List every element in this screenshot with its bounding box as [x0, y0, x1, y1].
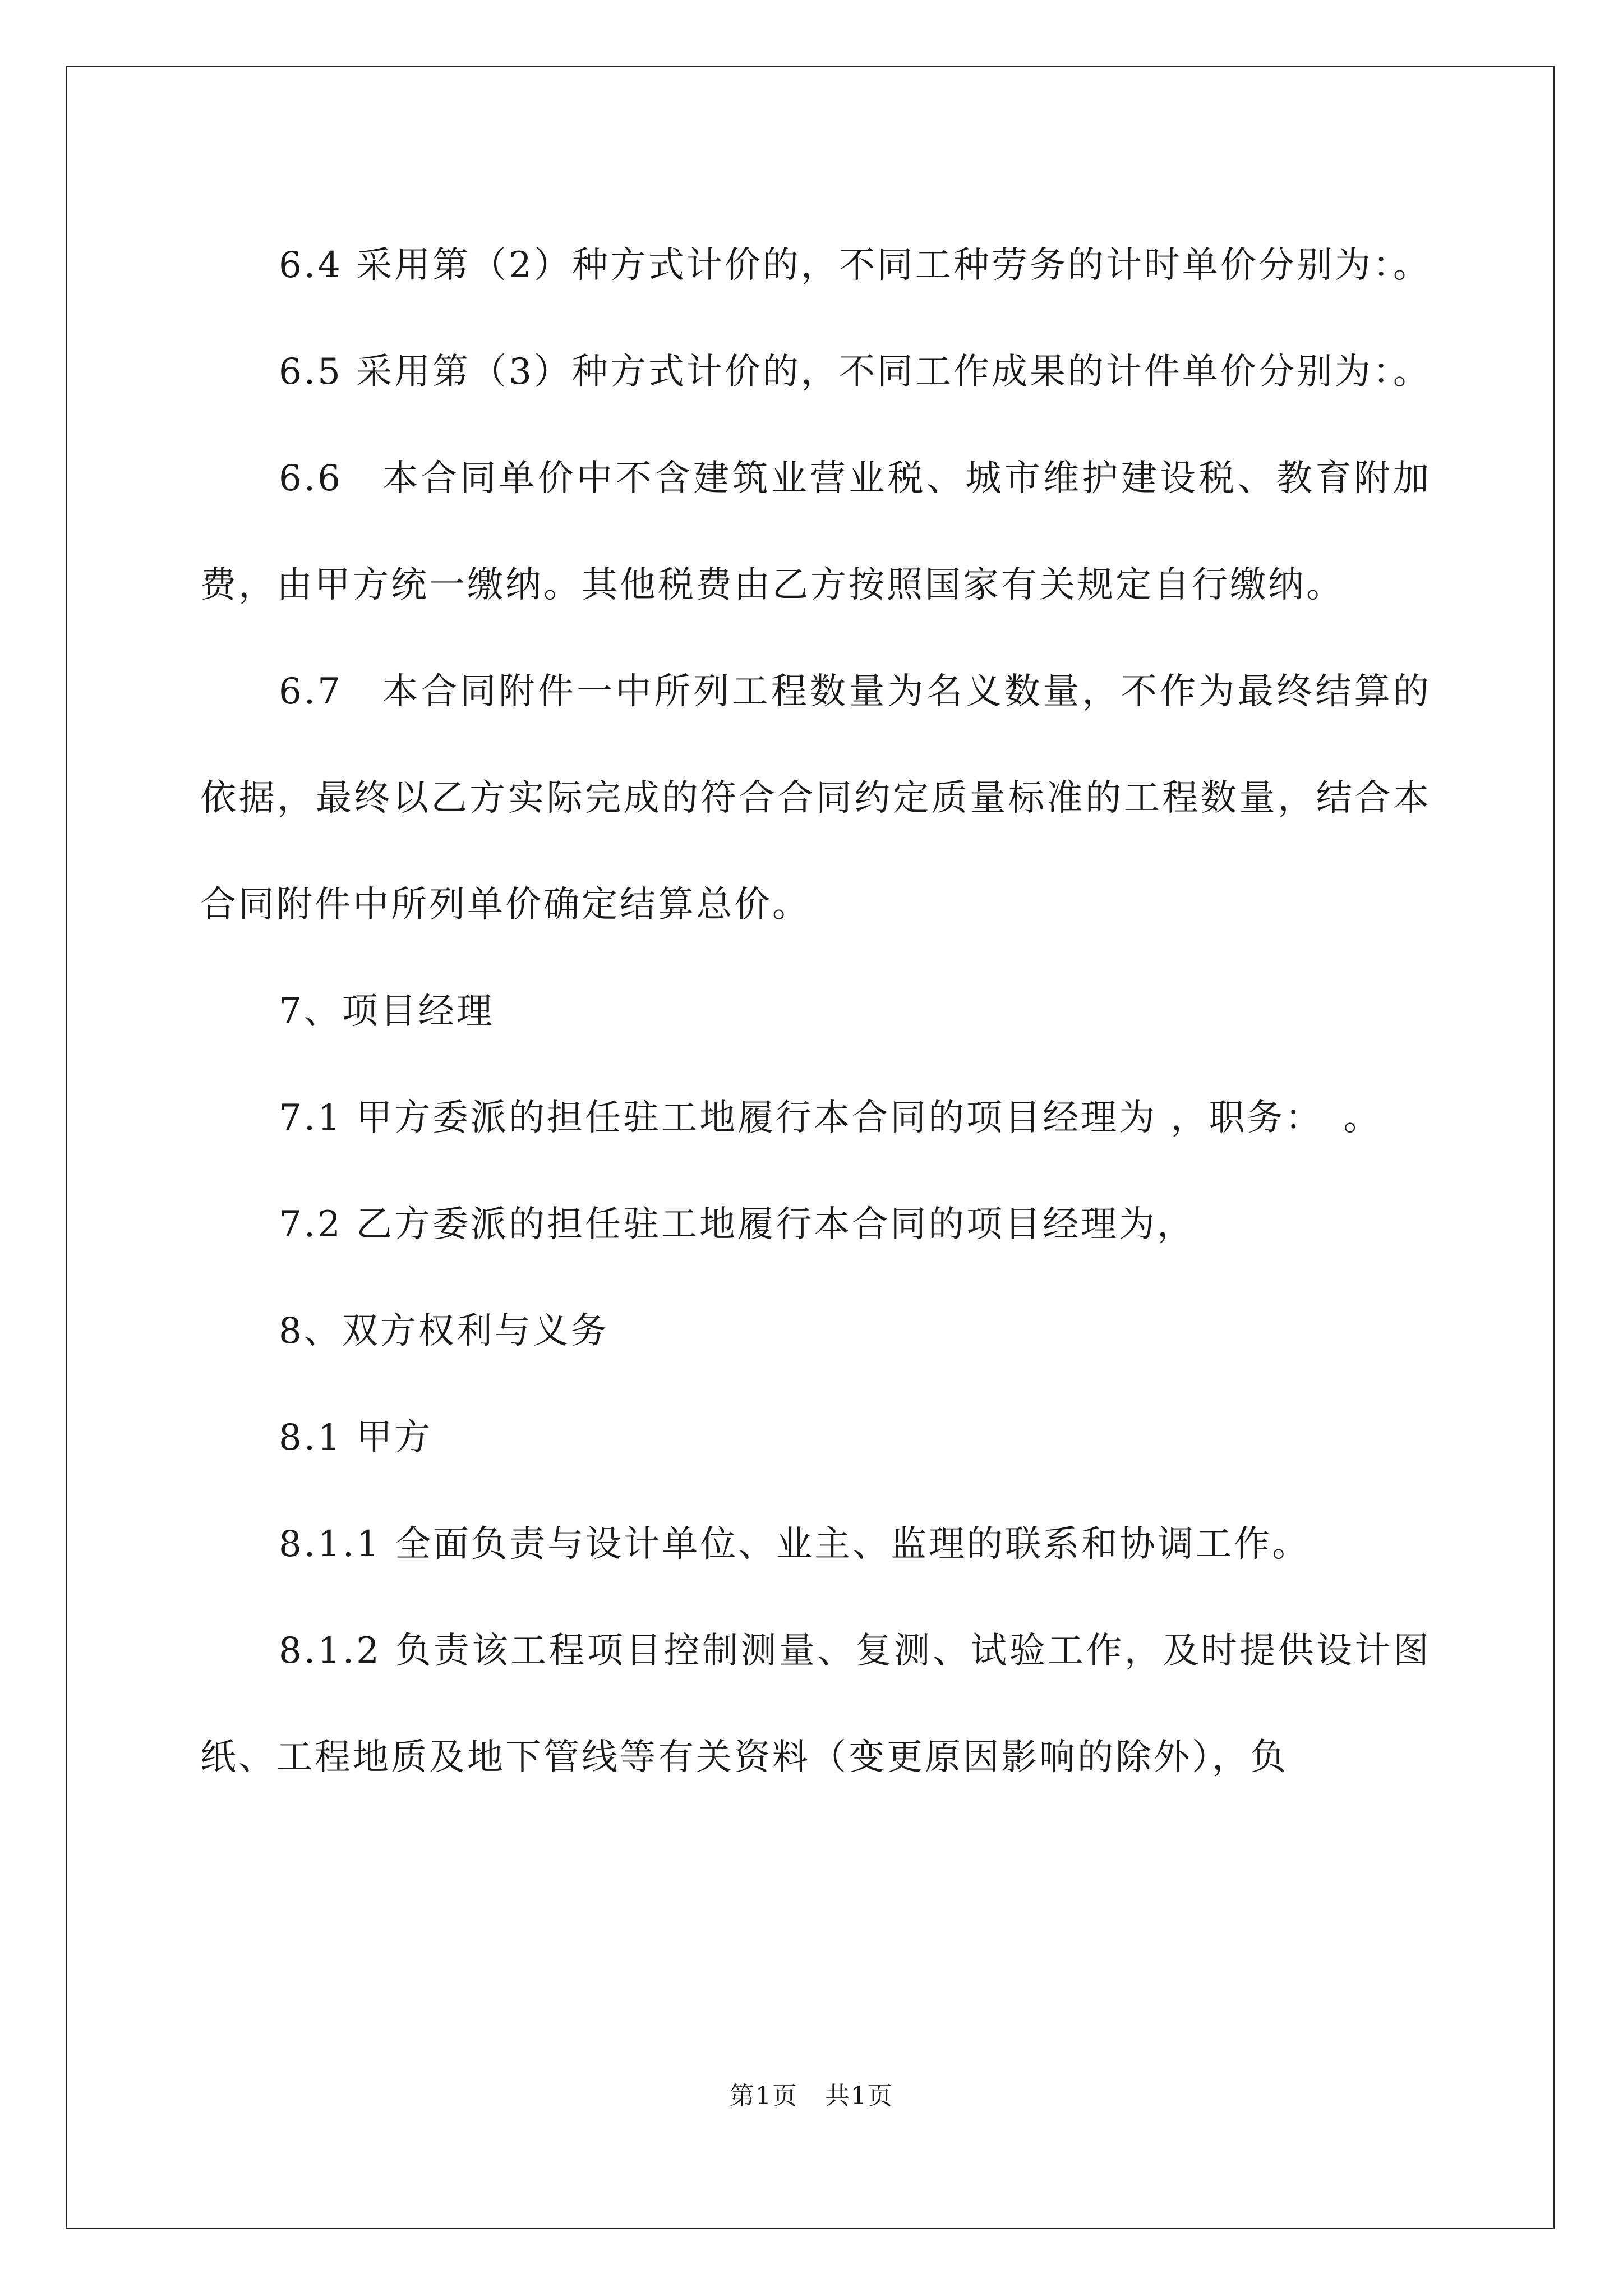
paragraph-8-1-1: 8.1.1 全面负责与设计单位、业主、监理的联系和协调工作。	[279, 1524, 1311, 1565]
paragraph-8-1: 8.1 甲方	[279, 1417, 433, 1458]
paragraph-7-2: 7.2 乙方委派的担任驻工地履行本合同的项目经理为，	[279, 1204, 1196, 1245]
paragraph-7-1: 7.1 甲方委派的担任驻工地履行本合同的项目经理为 ，职务： 。	[279, 1097, 1382, 1139]
page-number-current: 第1页	[730, 2082, 798, 2110]
section-heading-7: 7、项目经理	[279, 991, 495, 1032]
section-heading-8: 8、双方权利与义务	[279, 1310, 609, 1352]
paragraph-6-5: 6.5 采用第（3）种方式计价的，不同工作成果的计件单价分别为：。	[279, 351, 1431, 393]
paragraph-6-6: 6.6 本合同单价中不含建筑业营业税、城市维护建设税、教育附加费，由甲方统一缴纳。其他税费由乙方按照国家有关规定自行缴纳。	[200, 458, 1431, 606]
document-body	[200, 212, 1431, 1811]
page-footer	[0, 2076, 1623, 2111]
paragraph-6-7: 6.7 本合同附件一中所列工程数量为名义数量，不作为最终结算的依据，最终以乙方实际完成的符合合同约定质量标准的工程数量，结合本合同附件中所列单价确定结算总价。	[200, 671, 1431, 926]
paragraph-6-4: 6.4 采用第（2）种方式计价的，不同工种劳务的计时单价分别为：。	[279, 245, 1431, 286]
paragraph-8-1-2: 8.1.2 负责该工程项目控制测量、复测、试验工作，及时提供设计图纸、工程地质及地下管线等有关资料（变更原因影响的除外），负	[200, 1630, 1431, 1778]
page-number-total: 共1页	[825, 2082, 893, 2110]
